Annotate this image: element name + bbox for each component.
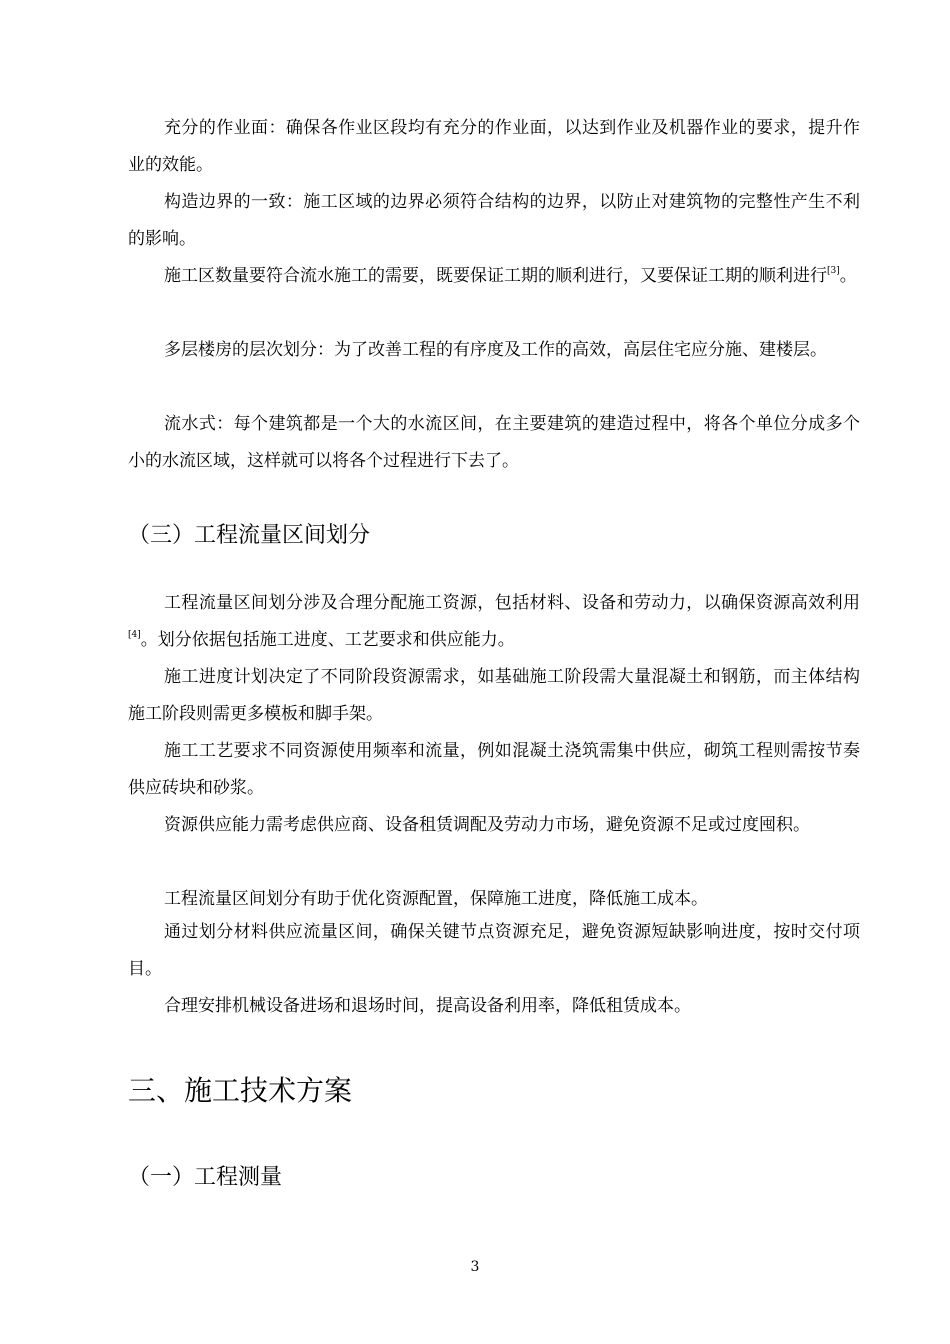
paragraph-material-supply: 通过划分材料供应流量区间，确保关键节点资源充足，避免资源短缺影响进度，按时交付项目。 [128,922,860,979]
paragraph-supply-capacity: 资源供应能力需考虑供应商、设备租赁调配及劳动力市场，避免资源不足或过度囤积。 [164,815,810,835]
paragraph-flow-interval-intro: 工程流量区间划分涉及合理分配施工资源，包括材料、设备和劳动力，以确保资源高效利用[4]。划分依据包括施工进度、工艺要求和供应能力。 [128,593,860,650]
page-number: 3 [470,1259,480,1275]
paragraph-working-surface: 充分的作业面：确保各作业区段均有充分的作业面，以达到作业及机器作业的要求，提升作业的效能。 [128,118,860,175]
citation-ref-3: [3] [827,266,840,276]
paragraph-optimization: 工程流量区间划分有助于优化资源配置，保障施工进度，降低施工成本。 [164,889,708,909]
paragraph-equipment-scheduling: 合理安排机械设备进场和退场时间，提高设备利用率，降低租赁成本。 [164,996,691,1016]
chapter-heading: 三、施工技术方案 [128,1074,353,1107]
paragraph-zone-count: 施工区数量要符合流水施工的需要，既要保证工期的顺利进行，又要保证工期的顺利进行[3]。 [164,266,857,286]
paragraph-floor-division: 多层楼房的层次划分：为了改善工程的有序度及工作的高效，高层住宅应分施、建楼层。 [164,340,827,360]
paragraph-schedule-demand: 施工进度计划决定了不同阶段资源需求，如基础施工阶段需大量混凝土和钢筋，而主体结构施工阶段则需更多模板和脚手架。 [128,667,860,724]
section-heading-1: （一）工程测量 [128,1165,283,1190]
citation-ref-4: [4] [128,630,141,640]
section-heading-3: （三）工程流量区间划分 [128,523,371,548]
paragraph-process-requirements: 施工工艺要求不同资源使用频率和流量，例如混凝土浇筑需集中供应，砌筑工程则需按节奏供应砖块和砂浆。 [128,741,860,798]
paragraph-boundary-consistency: 构造边界的一致：施工区域的边界必须符合结构的边界，以防止对建筑物的完整性产生不利的影响。 [128,192,860,249]
paragraph-flow-style: 流水式：每个建筑都是一个大的水流区间，在主要建筑的建造过程中，将各个单位分成多个小的水流区域，这样就可以将各个过程进行下去了。 [128,414,860,471]
